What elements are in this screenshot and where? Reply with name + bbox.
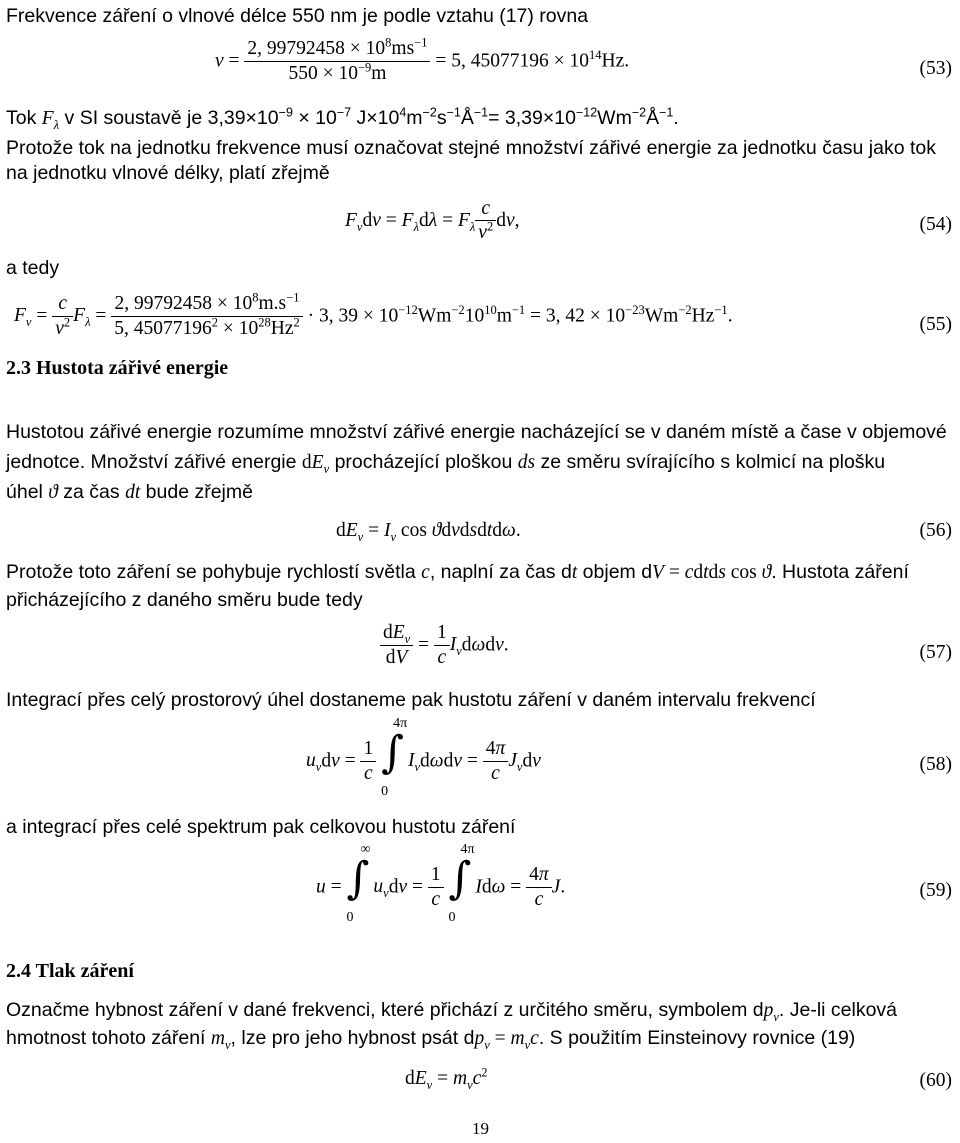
paragraph-pressure-2: hmotnost tohoto záření $m_\nu$, lze pro jeho hybnost psát $dp_\nu = m_\nu c$. S použitím Einsteinovy rovnice (19) <box>6 1027 856 1052</box>
paragraph-pressure-1: Označme hybnost záření v dané frekvenci, které přichází z určitého směru, symbolem $dp_\nu$. Je-li celková <box>6 999 898 1024</box>
integral-sign: ∫ 4π 0 <box>381 716 408 800</box>
paragraph-density-1: Hustotou zářivé energie rozumíme množství zářivé energie nacházející se v daném místě a čase v objemové <box>6 421 947 443</box>
equation-53: ν = $\frac{2, 99792458 \times 10^8ms^{-1}}{550 \times 10^{-9}m}$ = 5, $45077196 \times 10^{14}Hz$. <box>215 35 630 85</box>
section-heading-2-4: 2.4 Tlak záření <box>6 960 134 982</box>
paragraph-light-1: Protože toto záření se pohybuje rychlostí světla c, naplní za čas dt objem dV = cdtds cos ϑ. Hustota záření <box>6 561 909 583</box>
paragraph-integration: Integrací přes celý prostorový úhel dostaneme pak hustotu záření v daném intervalu frekvencí <box>6 689 816 711</box>
equation-number-57: (57) <box>919 642 952 663</box>
section-heading-2-3: 2.3 Hustota zářivé energie <box>6 357 229 379</box>
integral-sign: ∫ 4π 0 <box>448 842 475 926</box>
equation-55: $F_\nu$ = $\frac{c}{\nu^2}$ $F_\lambda$ = $\frac{2, 99792458 \times 10^8m.s^{-1}}{5, 45077196^2 \times 10^{28}Hz^2}$ · 3, $39 \times 10^{-12}Wm^{-2}10^{10}m^{-1} = 3$, $42 \times 10^{-23}Wm^{-2}Hz^{-1}$. <box>14 290 733 340</box>
page-number: 19 <box>472 1119 489 1138</box>
equation-number-54: (54) <box>919 214 952 235</box>
equation-59: u = ∫ ∞ 0 $u_\nu d\nu$ = $\frac{1}{c}$ ∫ 4π 0 Idω = $\frac{4\pi}{c}$ J. <box>316 842 566 926</box>
paragraph-intro: Frekvence záření o vlnové délce 550 nm je podle vztahu (17) rovna <box>6 5 589 27</box>
paragraph-because: Protože tok na jednotku frekvence musí označovat stejné množství zářivé energie za jednotku času jako tok na jednotku vlnové délky, platí zřejmě <box>6 137 937 185</box>
equation-number-58: (58) <box>919 754 952 775</box>
equation-54: $F_\nu d\nu = F_\lambda d\lambda = F_\lambda$ $\frac{c}{\nu^2}$ dν, <box>345 198 520 244</box>
equation-56: $dE_\nu = I_\nu$ cos ϑdνdsdtdω. <box>336 520 521 544</box>
paragraph-light-2: přicházejícího z daného směru bude tedy <box>6 589 363 611</box>
equation-number-60: (60) <box>919 1070 952 1091</box>
equation-57: $\frac{dE_\nu}{dV}$ = $\frac{1}{c}$ $I_\nu d\omega d\nu$. <box>380 622 509 670</box>
integral-sign: ∫ ∞ 0 <box>346 842 371 926</box>
equation-58: $u_\nu d\nu$ = $\frac{1}{c}$ ∫ 4π 0 $I_\nu d\omega d\nu$ = $\frac{4\pi}{c}$ $J_\nu d\nu$ <box>306 716 541 800</box>
paragraph-density-2: jednotce. Množství zářivé energie $dE_\nu$ procházející ploškou ds ze směru svírajícího s kolmicí na plošku <box>6 451 886 476</box>
paragraph-density-3: úhel ϑ za čas dt bude zřejmě <box>6 481 253 503</box>
paragraph-flux: Tok $F_\lambda$ v SI soustavě je $3,39\times 10^{-9} \times 10^{-7}$ $J\times 10^4m^{-2}s^{-1}Å^{-1}=$ $3,39\times 10^{-12}Wm^{-2}Å^{-1}$. <box>6 105 679 132</box>
equation-number-53: (53) <box>919 58 952 79</box>
paragraph-spectrum: a integrací přes celé spektrum pak celkovou hustotu záření <box>6 816 516 838</box>
equation-60: $dE_\nu = m_\nu c^2$ <box>405 1065 488 1092</box>
equation-number-56: (56) <box>919 520 952 541</box>
paragraph-so: a tedy <box>6 257 60 279</box>
equation-number-59: (59) <box>919 880 952 901</box>
equation-number-55: (55) <box>919 314 952 335</box>
